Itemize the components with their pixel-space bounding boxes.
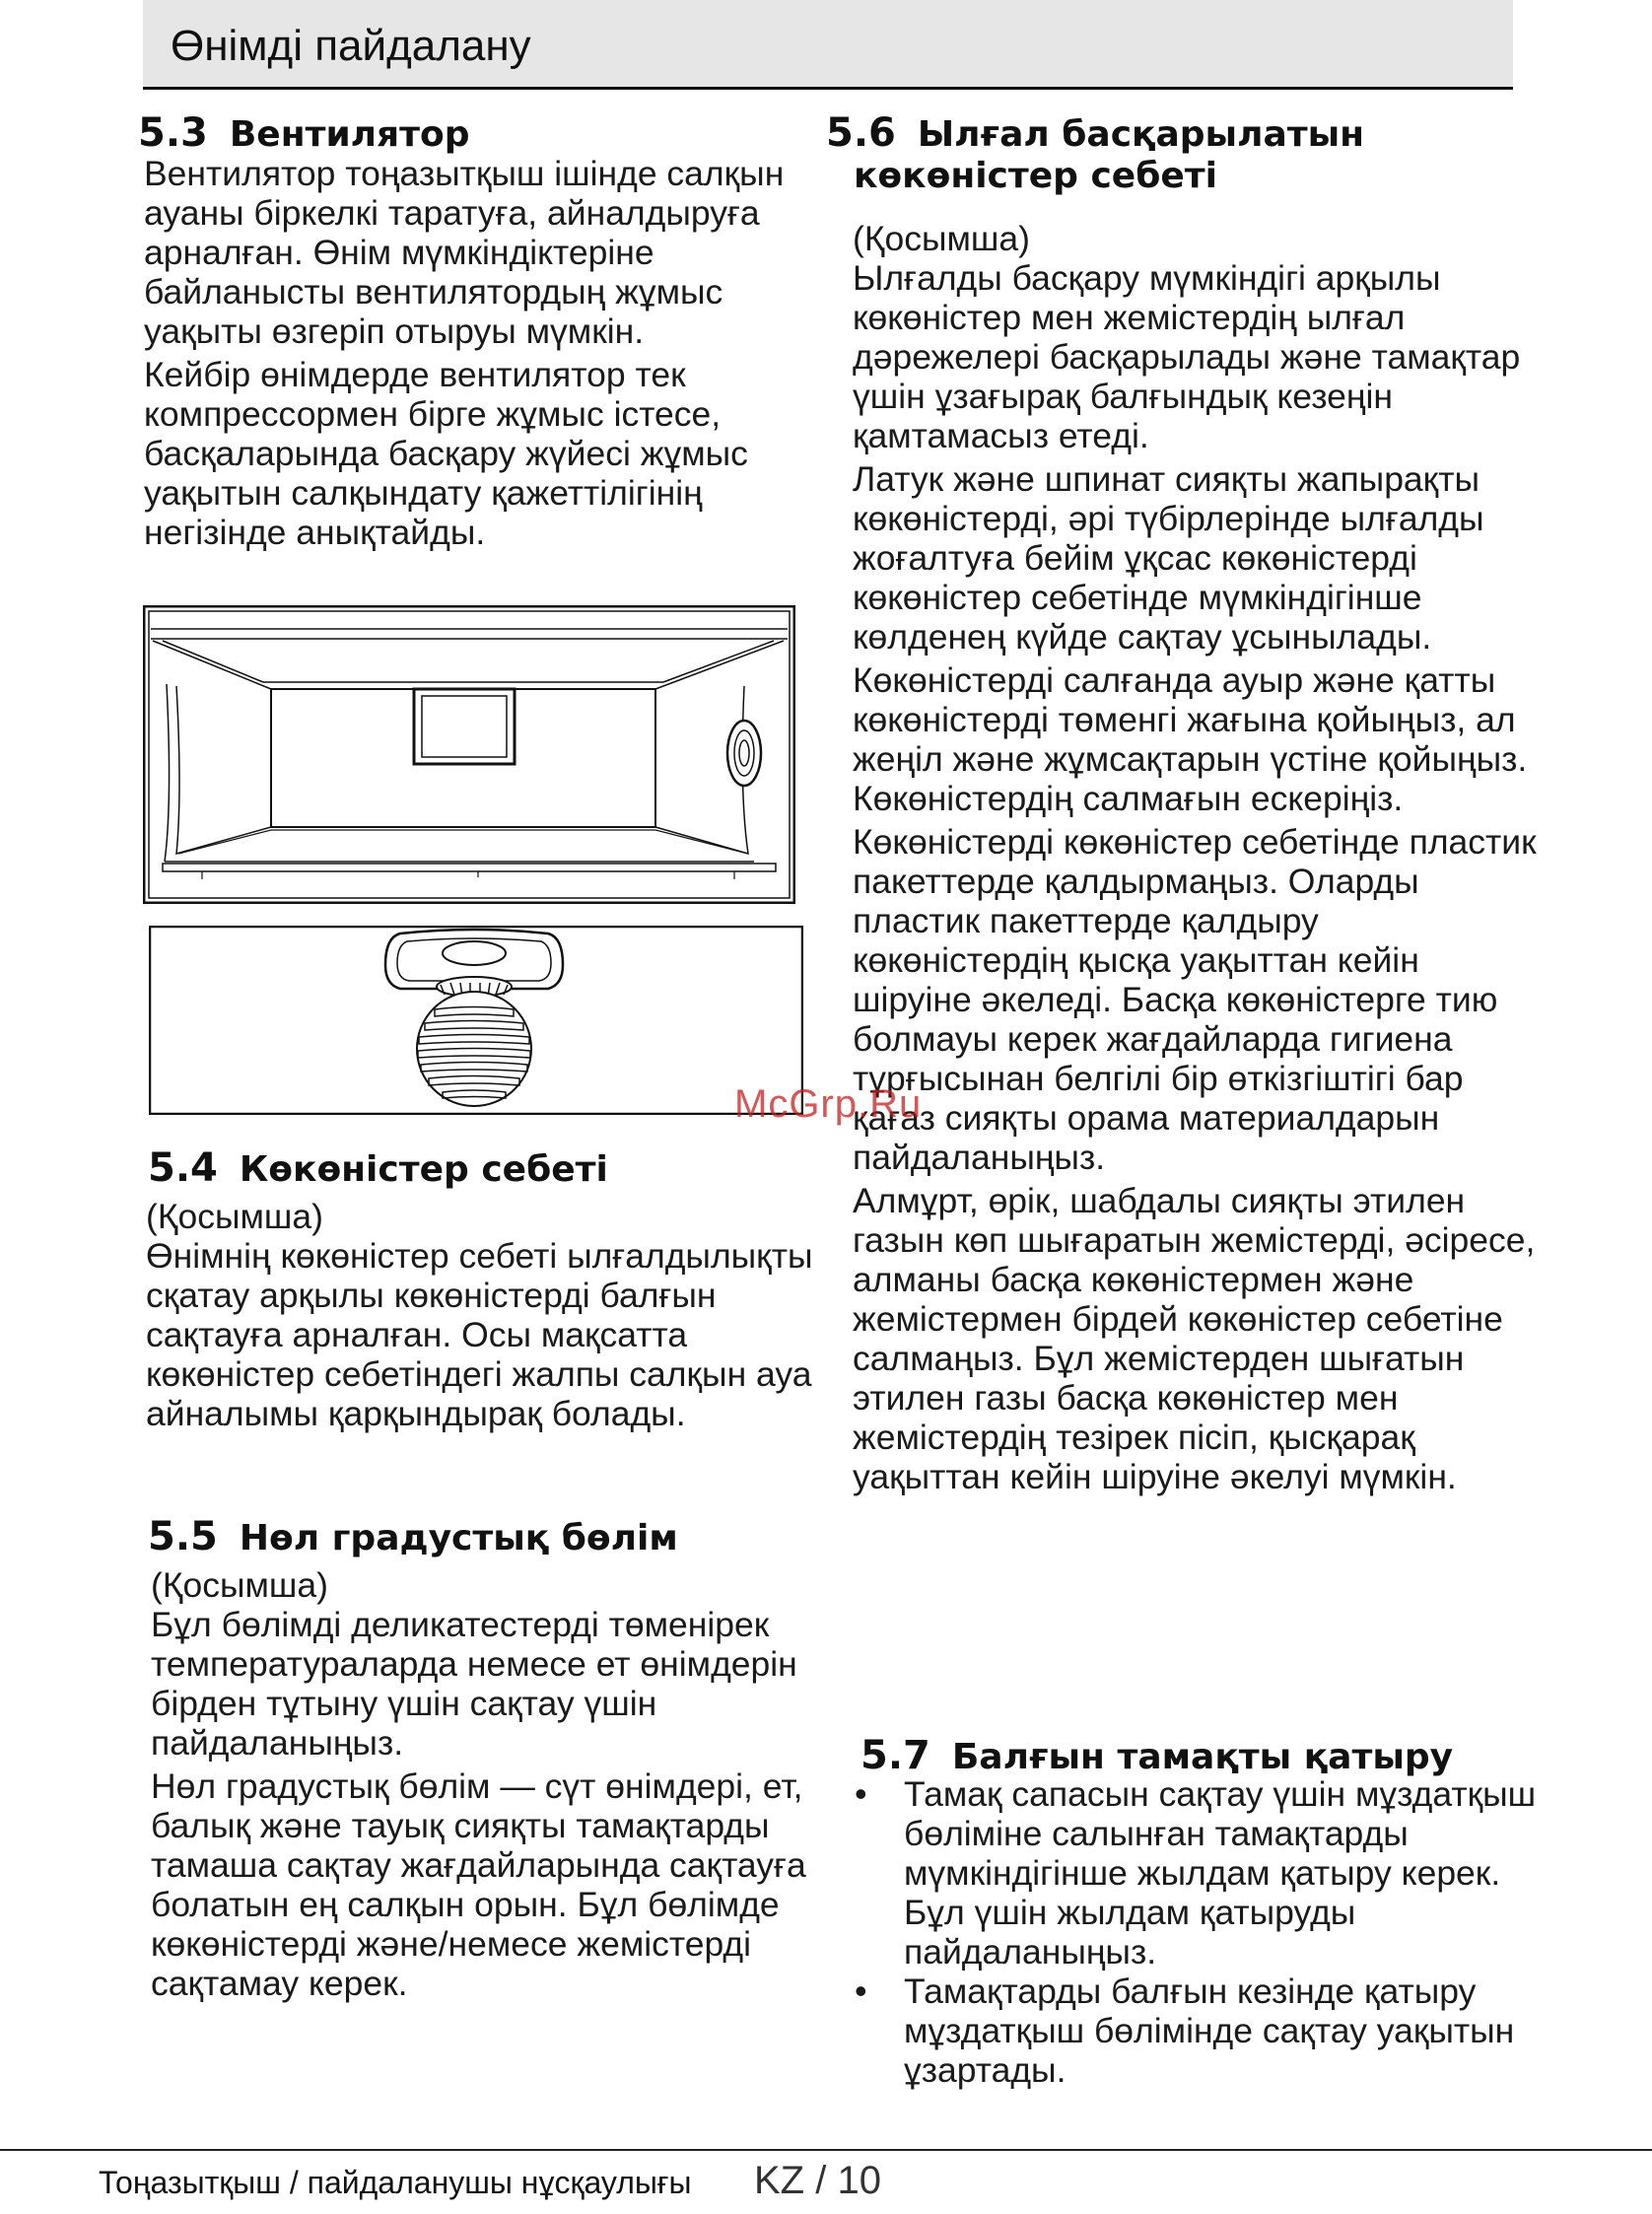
page-header — [143, 0, 1513, 90]
section-5-6-body — [853, 219, 1543, 1496]
section-5-5 — [148, 1514, 818, 1559]
paragraph: Ылғалды басқару мүмкіндігі арқылы көкөністер мен жемістердің ылғал дәрежелері басқарылады және тамақтар үшін ұзағырақ балғындық кезеңін қамтамасыз етеді. — [853, 258, 1521, 455]
fan-closeup-illustration — [149, 926, 803, 1115]
section-title: Балғын тамақты қатыру — [951, 1737, 1454, 1777]
section-title-line2: көкөністер себеті — [854, 156, 1217, 196]
bullet-list — [855, 1774, 1545, 2090]
section-number: 5.3 — [138, 110, 208, 156]
section-heading — [138, 110, 818, 156]
paragraph: Өнімнің көкөністер себеті ылғалдылықты сқатау арқылы көкөністерді балғын сақтауға арналған. Осы мақсатта көкөністер себетіндегі жалпы салқын ауа айналымы қарқындырақ болады. — [146, 1236, 813, 1433]
section-5-5-body — [151, 1565, 846, 2003]
paragraph: Нөл градустық бөлім — сүт өнімдері, ет, балық және тауық сияқты тамақтарды тамаша сақтау жағдайларында сақтауға болатын ең салқын орын. Бұл бөлімде көкөністерді және/немесе жемістерді сақтамау керек. — [151, 1766, 806, 2003]
section-heading — [826, 110, 1536, 156]
section-5-7 — [860, 1733, 1550, 1778]
section-5-3 — [138, 110, 818, 156]
footer-divider — [0, 2149, 1652, 2151]
paragraph: Бұл бөлімді деликатестерді төменірек температураларда немесе ет өнімдерін бірден тұтыну үшін сақтау үшін пайдаланыңыз. — [151, 1605, 797, 1763]
paragraph: Кейбір өнімдерде вентилятор тек компрессормен бірге жұмыс істесе, басқаларында басқару жүйесі жұмыс уақытын салқындату қажеттілігінің негізінде анықтайды. — [144, 355, 748, 552]
paragraph: Көкөністерді салғанда ауыр және қатты көкөністерді төменгі жағына қойыңыз, ал жеңіл және жұмсақтарын үстіне қойыңыз. Көкөністердің салмағын ескеріңіз. — [853, 660, 1528, 818]
section-number: 5.6 — [826, 110, 896, 156]
section-heading — [860, 1733, 1550, 1778]
section-5-7-body — [855, 1774, 1545, 2090]
section-5-6 — [826, 110, 1536, 196]
section-5-4 — [148, 1145, 818, 1191]
section-number: 5.5 — [148, 1514, 218, 1559]
section-heading — [148, 1145, 818, 1191]
list-item: • Тамақтарды балғын кезінде қатыру мұздатқыш бөлімінде сақтау уақытын ұзартады. — [855, 1972, 1545, 2090]
section-title: Ылғал басқарылатын — [917, 114, 1365, 155]
optional-note: (Қосымша) — [151, 1565, 328, 1605]
section-number: 5.4 — [148, 1145, 218, 1191]
section-5-3-body — [144, 154, 814, 552]
section-title: Вентилятор — [229, 114, 470, 155]
fridge-interior-illustration — [143, 605, 795, 904]
paragraph: Вентилятор тоңазытқыш ішінде салқын ауаны біркелкі таратуға, айналдыруға арналған. Өнім мүмкіндіктеріне байланысты вентилятордың жұмыс уақыты өзгеріп отыруы мүмкін. — [144, 154, 785, 351]
page-number: KZ / 10 — [754, 2159, 881, 2202]
paragraph: Латук және шпинат сияқты жапырақты көкөністерді, әрі түбірлерінде ылғалды жоғалтуға бейім ұқсас көкөністерді көкөністер себетінде мүмкіндігінше көлденең күйде сақтау ұсынылады. — [853, 459, 1484, 657]
watermark-text: McGrp.Ru — [734, 1082, 923, 1126]
section-number: 5.7 — [860, 1733, 930, 1778]
paragraph: Көкөністерді көкөністер себетінде пластик пакеттерде қалдырмаңыз. Оларды пластик пакеттерде қалдыру көкөністердің қысқа уақыттан кейін шіруіне әкеледі. Басқа көкөністерге тию болмауы керек жағдайларда гигиена тұрғысынан белгілі бір өткізгіштігі бар қағаз сияқты орама материалдарын пайдаланыңыз. — [853, 822, 1537, 1177]
list-item: • Тамақ сапасын сақтау үшін мұздатқыш бөліміне салынған тамақтарды мүмкіндігінше жылдам қатыру керек. Бұл үшін жылдам қатыруды пайдаланыңыз. — [855, 1774, 1545, 1972]
section-title: Нөл градустық бөлім — [239, 1518, 678, 1558]
section-heading — [148, 1514, 818, 1559]
optional-note: (Қосымша) — [146, 1197, 323, 1236]
section-title: Көкөністер себеті — [239, 1149, 608, 1190]
paragraph: Алмұрт, өрік, шабдалы сияқты этилен газын көп шығаратын жемістерді, әсіресе, алманы басқа көкөністермен және жемістермен бірдей көкөністер себетіне салмаңыз. Бұл жемістерден шығатын этилен газы басқа көкөністер мен жемістердің тезірек пісіп, қысқарақ уақыттан кейін шіруіне әкелуі мүмкін. — [853, 1181, 1536, 1496]
optional-note: (Қосымша) — [853, 219, 1030, 258]
header-title: Өнімді пайдалану — [171, 22, 531, 70]
section-5-4-body — [146, 1197, 836, 1433]
footer-document-title: Тоңазытқыш / пайдаланушы нұсқаулығы — [99, 2165, 692, 2200]
